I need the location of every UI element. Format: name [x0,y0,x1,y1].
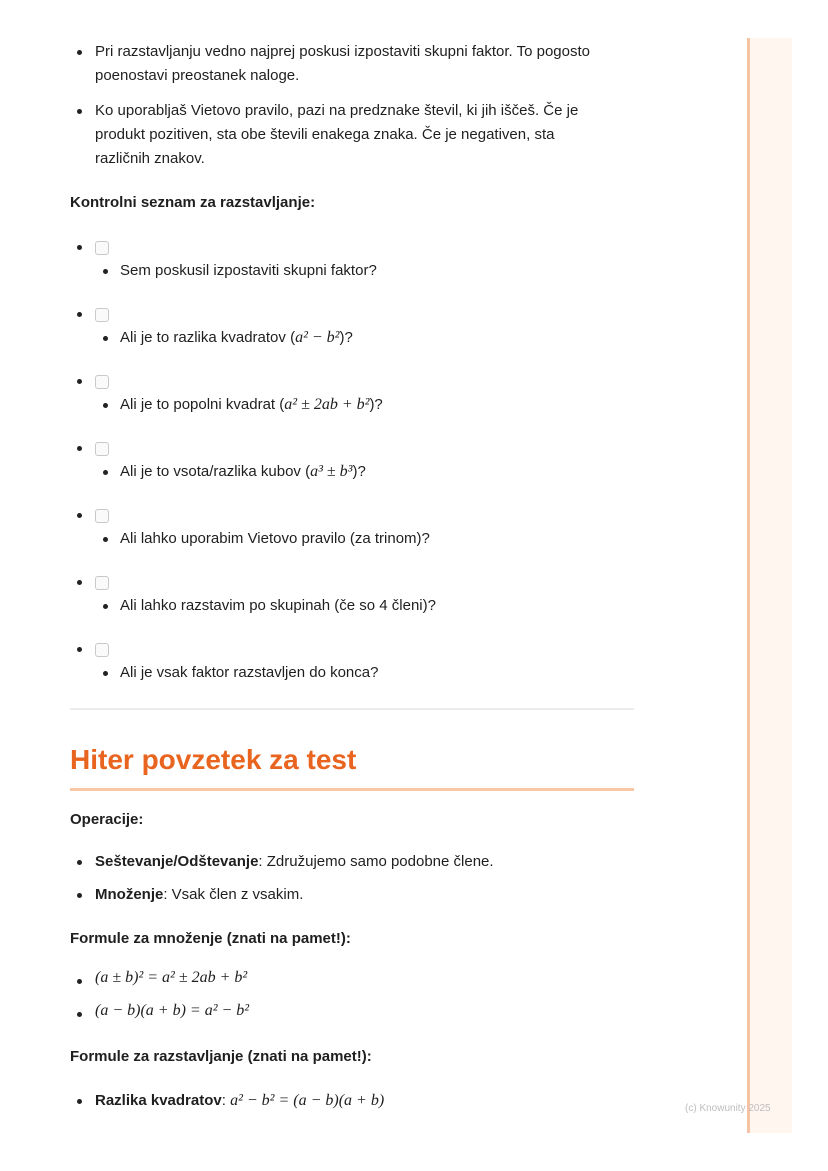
checklist-item [120,661,378,685]
operation-item [95,883,303,907]
bullet [103,604,108,609]
formula-term: Razlika kvadratov [95,1092,222,1109]
tip-line: Ko uporabljaš Vietovo pravilo, pazi na predznake števil, ki jih iščeš. Če je [95,102,579,119]
divider [70,708,634,710]
bullet [77,312,82,317]
tip-line: poenostavi preostanek naloge. [95,67,300,84]
separator: : [221,1092,231,1109]
checklist-checkbox[interactable] [95,509,109,523]
checklist-checkbox[interactable] [95,576,109,590]
bullet [77,1099,82,1104]
mult-formulas-title: Formule za množenje (znati na pamet!): [70,930,351,947]
bullet [103,403,108,408]
checklist-item-math: a² ± 2ab + b² [284,396,370,413]
tip-line: Pri razstavljanju vedno najprej poskusi izpostaviti skupni faktor. To pogosto [95,43,590,60]
bullet [77,513,82,518]
formula: (a ± b)² = a² ± 2ab + b² [95,969,248,986]
checklist-item-text: Sem poskusil izpostaviti skupni faktor? [120,262,377,279]
page-margin-band [747,38,792,1133]
operation-desc: : Združujemo samo podobne člene. [258,853,494,870]
checklist-item-text: Ali lahko uporabim Vietovo pravilo (za trinom)? [120,530,430,547]
tip-line: produkt pozitiven, sta obe števili enakega znaka. Če je negativen, sta [95,126,555,143]
fact-formula-item [95,1089,384,1113]
checklist-item-math: a² − b² [295,329,340,346]
checklist-item-text: Ali lahko razstavim po skupinah (če so 4 členi)? [120,597,436,614]
operations-title: Operacije: [70,811,144,828]
checklist-item [120,259,377,283]
tip-item [95,99,578,171]
checklist-item-text: Ali je to popolni kvadrat ( [120,396,285,413]
checklist-checkbox[interactable] [95,308,109,322]
checklist-item-math: a³ ± b³ [310,463,353,480]
operation-desc: : Vsak člen z vsakim. [163,886,304,903]
bullet [77,50,82,55]
bullet [77,379,82,384]
checklist-item [120,326,353,350]
checklist-checkbox[interactable] [95,442,109,456]
bullet [77,245,82,250]
checklist-item [120,393,383,417]
page-margin-line [747,38,750,1133]
bullet [77,893,82,898]
checklist-item-suffix: )? [352,463,366,480]
summary-title-underline [70,788,634,791]
tip-item [95,40,590,88]
bullet [77,580,82,585]
checklist-item-text: Ali je to vsota/razlika kubov ( [120,463,311,480]
summary-title: Hiter povzetek za test [70,744,357,775]
formula: (a − b)(a + b) = a² − b² [95,1002,250,1019]
bullet [103,470,108,475]
fact-formulas-title: Formule za razstavljanje (znati na pamet!): [70,1048,372,1065]
checklist-item-suffix: )? [369,396,383,413]
checklist-checkbox[interactable] [95,643,109,657]
checklist-item [120,594,436,618]
operation-term: Množenje [95,886,164,903]
bullet [77,860,82,865]
bullet [103,671,108,676]
bullet [77,446,82,451]
operation-item [95,850,494,874]
copyright-footer: (c) Knowunity 2025 [685,1103,771,1114]
bullet [77,647,82,652]
bullet [77,1012,82,1017]
bullet [103,269,108,274]
checklist-checkbox[interactable] [95,241,109,255]
checklist-title: Kontrolni seznam za razstavljanje: [70,194,316,211]
checklist-checkbox[interactable] [95,375,109,389]
checklist-item [120,527,430,551]
checklist-item-text: Ali je vsak faktor razstavljen do konca? [120,664,379,681]
checklist-item [120,460,366,484]
tip-line: različnih znakov. [95,150,205,167]
bullet [103,537,108,542]
bullet [77,979,82,984]
formula: a² − b² = (a − b)(a + b) [230,1092,385,1109]
bullet [103,336,108,341]
checklist-item-text: Ali je to razlika kvadratov ( [120,329,296,346]
checklist-item-suffix: )? [339,329,353,346]
operation-term: Seštevanje/Odštevanje [95,853,259,870]
bullet [77,109,82,114]
